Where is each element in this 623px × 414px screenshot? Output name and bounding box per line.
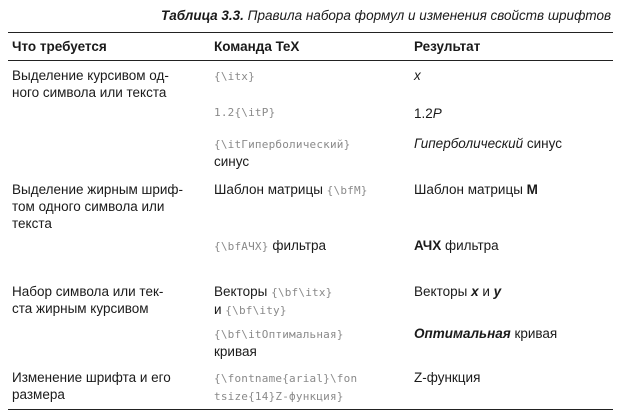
command-text: и — [214, 302, 226, 317]
tex-command: {\bf\itx} — [271, 286, 333, 299]
result-text: P — [432, 106, 442, 121]
table-row — [8, 61, 613, 177]
command-text: Шаблон матрицы — [214, 182, 327, 197]
result-cell — [414, 135, 614, 152]
result-cell — [414, 105, 614, 122]
result-text: Гиперболический — [414, 136, 524, 151]
command-cell — [214, 237, 414, 255]
table-row — [8, 281, 613, 367]
requirement-text: ста жирным курсивом — [12, 301, 149, 316]
result-cell — [414, 369, 614, 386]
requirement-text: Изменение шрифта и его — [12, 370, 171, 385]
tex-command: {\bfM} — [326, 184, 368, 197]
table-row — [8, 367, 613, 409]
result-text: кривая — [510, 326, 558, 341]
tex-command: {\bfАЧХ} — [214, 240, 269, 253]
result-text: фильтра — [441, 238, 499, 253]
result-text: 1.2 — [414, 106, 433, 121]
requirement-cell — [12, 369, 202, 403]
tex-command: {\bf\ity} — [225, 304, 287, 317]
result-cell — [414, 67, 614, 84]
caption-title: Правила набора формул и изменения свойств шрифтов — [247, 8, 611, 23]
tex-command: {\itГиперболический} — [214, 138, 351, 151]
result-text: Оптимальная — [414, 326, 511, 341]
requirement-text: Выделение курсивом од- — [12, 68, 169, 83]
command-cell — [214, 67, 414, 85]
header-requirement: Что требуется — [12, 39, 107, 54]
requirement-text: текста — [12, 216, 52, 231]
requirement-text: том одного символа или — [12, 199, 165, 214]
tex-command: {\bf\itОптимальная} — [214, 328, 344, 341]
result-text: y — [493, 284, 502, 299]
result-cell — [414, 325, 614, 342]
tex-command: 1.2{\itP} — [214, 106, 276, 119]
command-text: синус — [214, 154, 250, 169]
command-cell — [214, 103, 414, 121]
requirement-text: размера — [12, 387, 65, 402]
command-cell — [214, 135, 414, 170]
result-text: АЧХ — [414, 238, 442, 253]
command-text: Векторы — [214, 284, 272, 299]
result-text: синус — [523, 136, 562, 151]
requirement-cell — [12, 181, 202, 232]
tex-command: {\itx} — [214, 70, 255, 83]
header-result: Результат — [414, 39, 481, 54]
command-cell — [214, 283, 414, 319]
header-command: Команда TeX — [214, 39, 300, 54]
result-text: x — [414, 68, 421, 83]
result-cell — [414, 181, 614, 198]
rules-table — [8, 32, 613, 410]
command-text: кривая — [214, 344, 257, 359]
caption-label: Таблица 3.3. — [160, 8, 244, 23]
table-caption — [161, 8, 611, 23]
result-text: Z-функция — [414, 370, 481, 385]
command-cell — [214, 325, 414, 360]
requirement-text: ного символа или текста — [12, 85, 167, 100]
tex-command: tsize{14}Z-функция} — [214, 390, 344, 403]
command-cell — [214, 181, 414, 199]
result-text: Шаблон матрицы — [414, 182, 527, 197]
table-header-row — [8, 33, 613, 60]
command-cell — [214, 369, 414, 405]
requirement-cell — [12, 67, 202, 101]
table-bottom-rule — [8, 409, 613, 410]
result-cell — [414, 237, 614, 254]
result-text: Векторы — [414, 284, 472, 299]
table-row — [8, 177, 613, 281]
tex-command: {\fontname{arial}\fon — [214, 372, 358, 385]
result-text: и — [478, 284, 494, 299]
requirement-text: Выделение жирным шриф- — [12, 182, 184, 197]
command-text: фильтра — [268, 238, 327, 253]
result-text: x — [471, 284, 479, 299]
result-cell — [414, 283, 614, 300]
requirement-text: Набор символа или тек- — [12, 284, 164, 299]
requirement-cell — [12, 283, 202, 317]
result-text: M — [526, 182, 538, 197]
